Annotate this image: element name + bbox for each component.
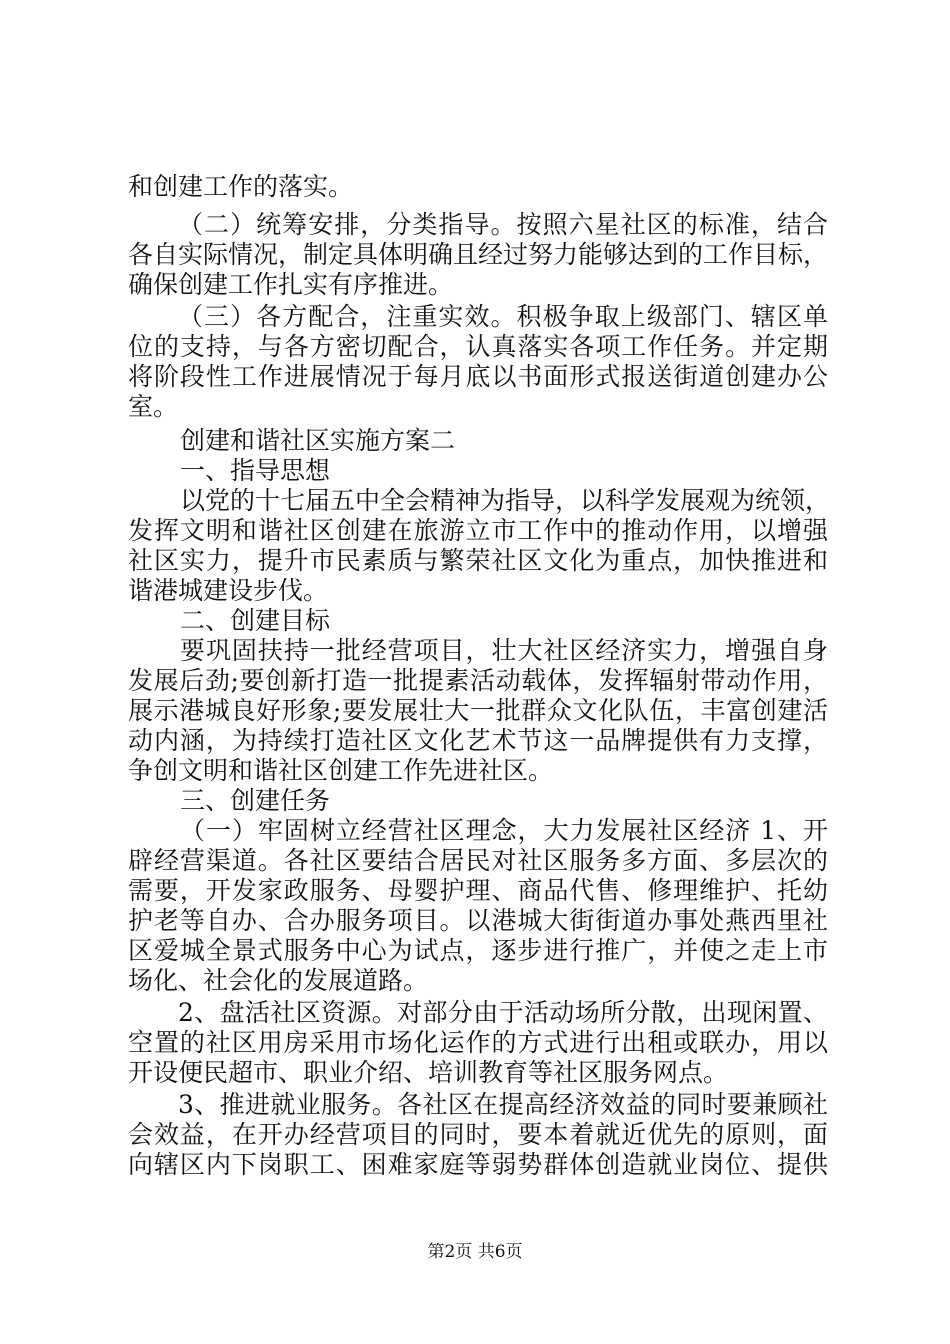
text-line: 发挥文明和谐社区创建在旅游立市工作中的推动作用，以增强: [128, 516, 828, 545]
text-line: 发展后劲;要创新打造一批提素活动载体，发挥辐射带动作用，: [128, 666, 828, 695]
text-line: 位的支持，与各方密切配合，认真落实各项工作任务。并定期: [128, 332, 828, 361]
text-line: 动内涵，为持续打造社区文化艺术节这一品牌提供有力支撑，: [128, 726, 828, 755]
text-line: 室。: [128, 392, 179, 421]
text-line: 需要，开发家政服务、母婴护理、商品代售、修理维护、托幼: [128, 876, 828, 905]
text-line: 确保创建工作扎实有序推进。: [128, 270, 454, 299]
text-line: 谐港城建设步伐。: [128, 576, 329, 605]
text-line: 2、盘活社区资源。对部分由于活动场所分散，出现闲置、: [178, 998, 828, 1027]
text-line: 将阶段性工作进展情况于每月底以书面形式报送街道创建办公: [128, 362, 828, 391]
text-line: 空置的社区用房采用市场化运作的方式进行出租或联办，用以: [128, 1028, 828, 1057]
heading: 一、指导思想: [180, 456, 331, 485]
text-line: 以党的十七届五中全会精神为指导，以科学发展观为统领，: [180, 486, 831, 515]
text-line: （一）牢固树立经营社区理念，大力发展社区经济 1、开: [180, 816, 828, 845]
text-line: 区爱城全景式服务中心为试点，逐步进行推广，并使之走上市: [128, 936, 828, 965]
text-line: 护老等自办、合办服务项目。以港城大街街道办事处燕西里社: [128, 906, 828, 935]
text-line: 和创建工作的落实。: [128, 172, 354, 201]
text-line: 各自实际情况，制定具体明确且经过努力能够达到的工作目标，: [128, 240, 829, 269]
text-line: 展示港城良好形象;要发展壮大一批群众文化队伍，丰富创建活: [128, 696, 828, 725]
section-title: 创建和谐社区实施方案二: [180, 426, 456, 455]
heading: 二、创建目标: [180, 606, 331, 635]
heading: 三、创建任务: [180, 786, 331, 815]
text-line: 要巩固扶持一批经营项目，壮大社区经济实力，增强自身: [180, 636, 828, 665]
text-line: 3、推进就业服务。各社区在提高经济效益的同时要兼顾社: [178, 1090, 828, 1119]
text-line: 开设便民超市、职业介绍、培训教育等社区服务网点。: [128, 1058, 729, 1087]
text-line: 场化、社会化的发展道路。: [128, 966, 429, 995]
page-number: 第2页 共6页: [427, 1242, 523, 1262]
text-line: （二）统筹安排，分类指导。按照六星社区的标准，结合: [178, 210, 828, 239]
text-line: 争创文明和谐社区创建工作先进社区。: [128, 756, 554, 785]
text-line: 社区实力，提升市民素质与繁荣社区文化为重点，加快推进和: [128, 546, 828, 575]
text-line: 向辖区内下岗职工、困难家庭等弱势群体创造就业岗位、提供: [128, 1150, 828, 1179]
text-line: 辟经营渠道。各社区要结合居民对社区服务多方面、多层次的: [128, 846, 828, 875]
text-line: （三）各方配合，注重实效。积极争取上级部门、辖区单: [178, 302, 828, 331]
text-line: 会效益，在开办经营项目的同时，要本着就近优先的原则，面: [128, 1120, 828, 1149]
